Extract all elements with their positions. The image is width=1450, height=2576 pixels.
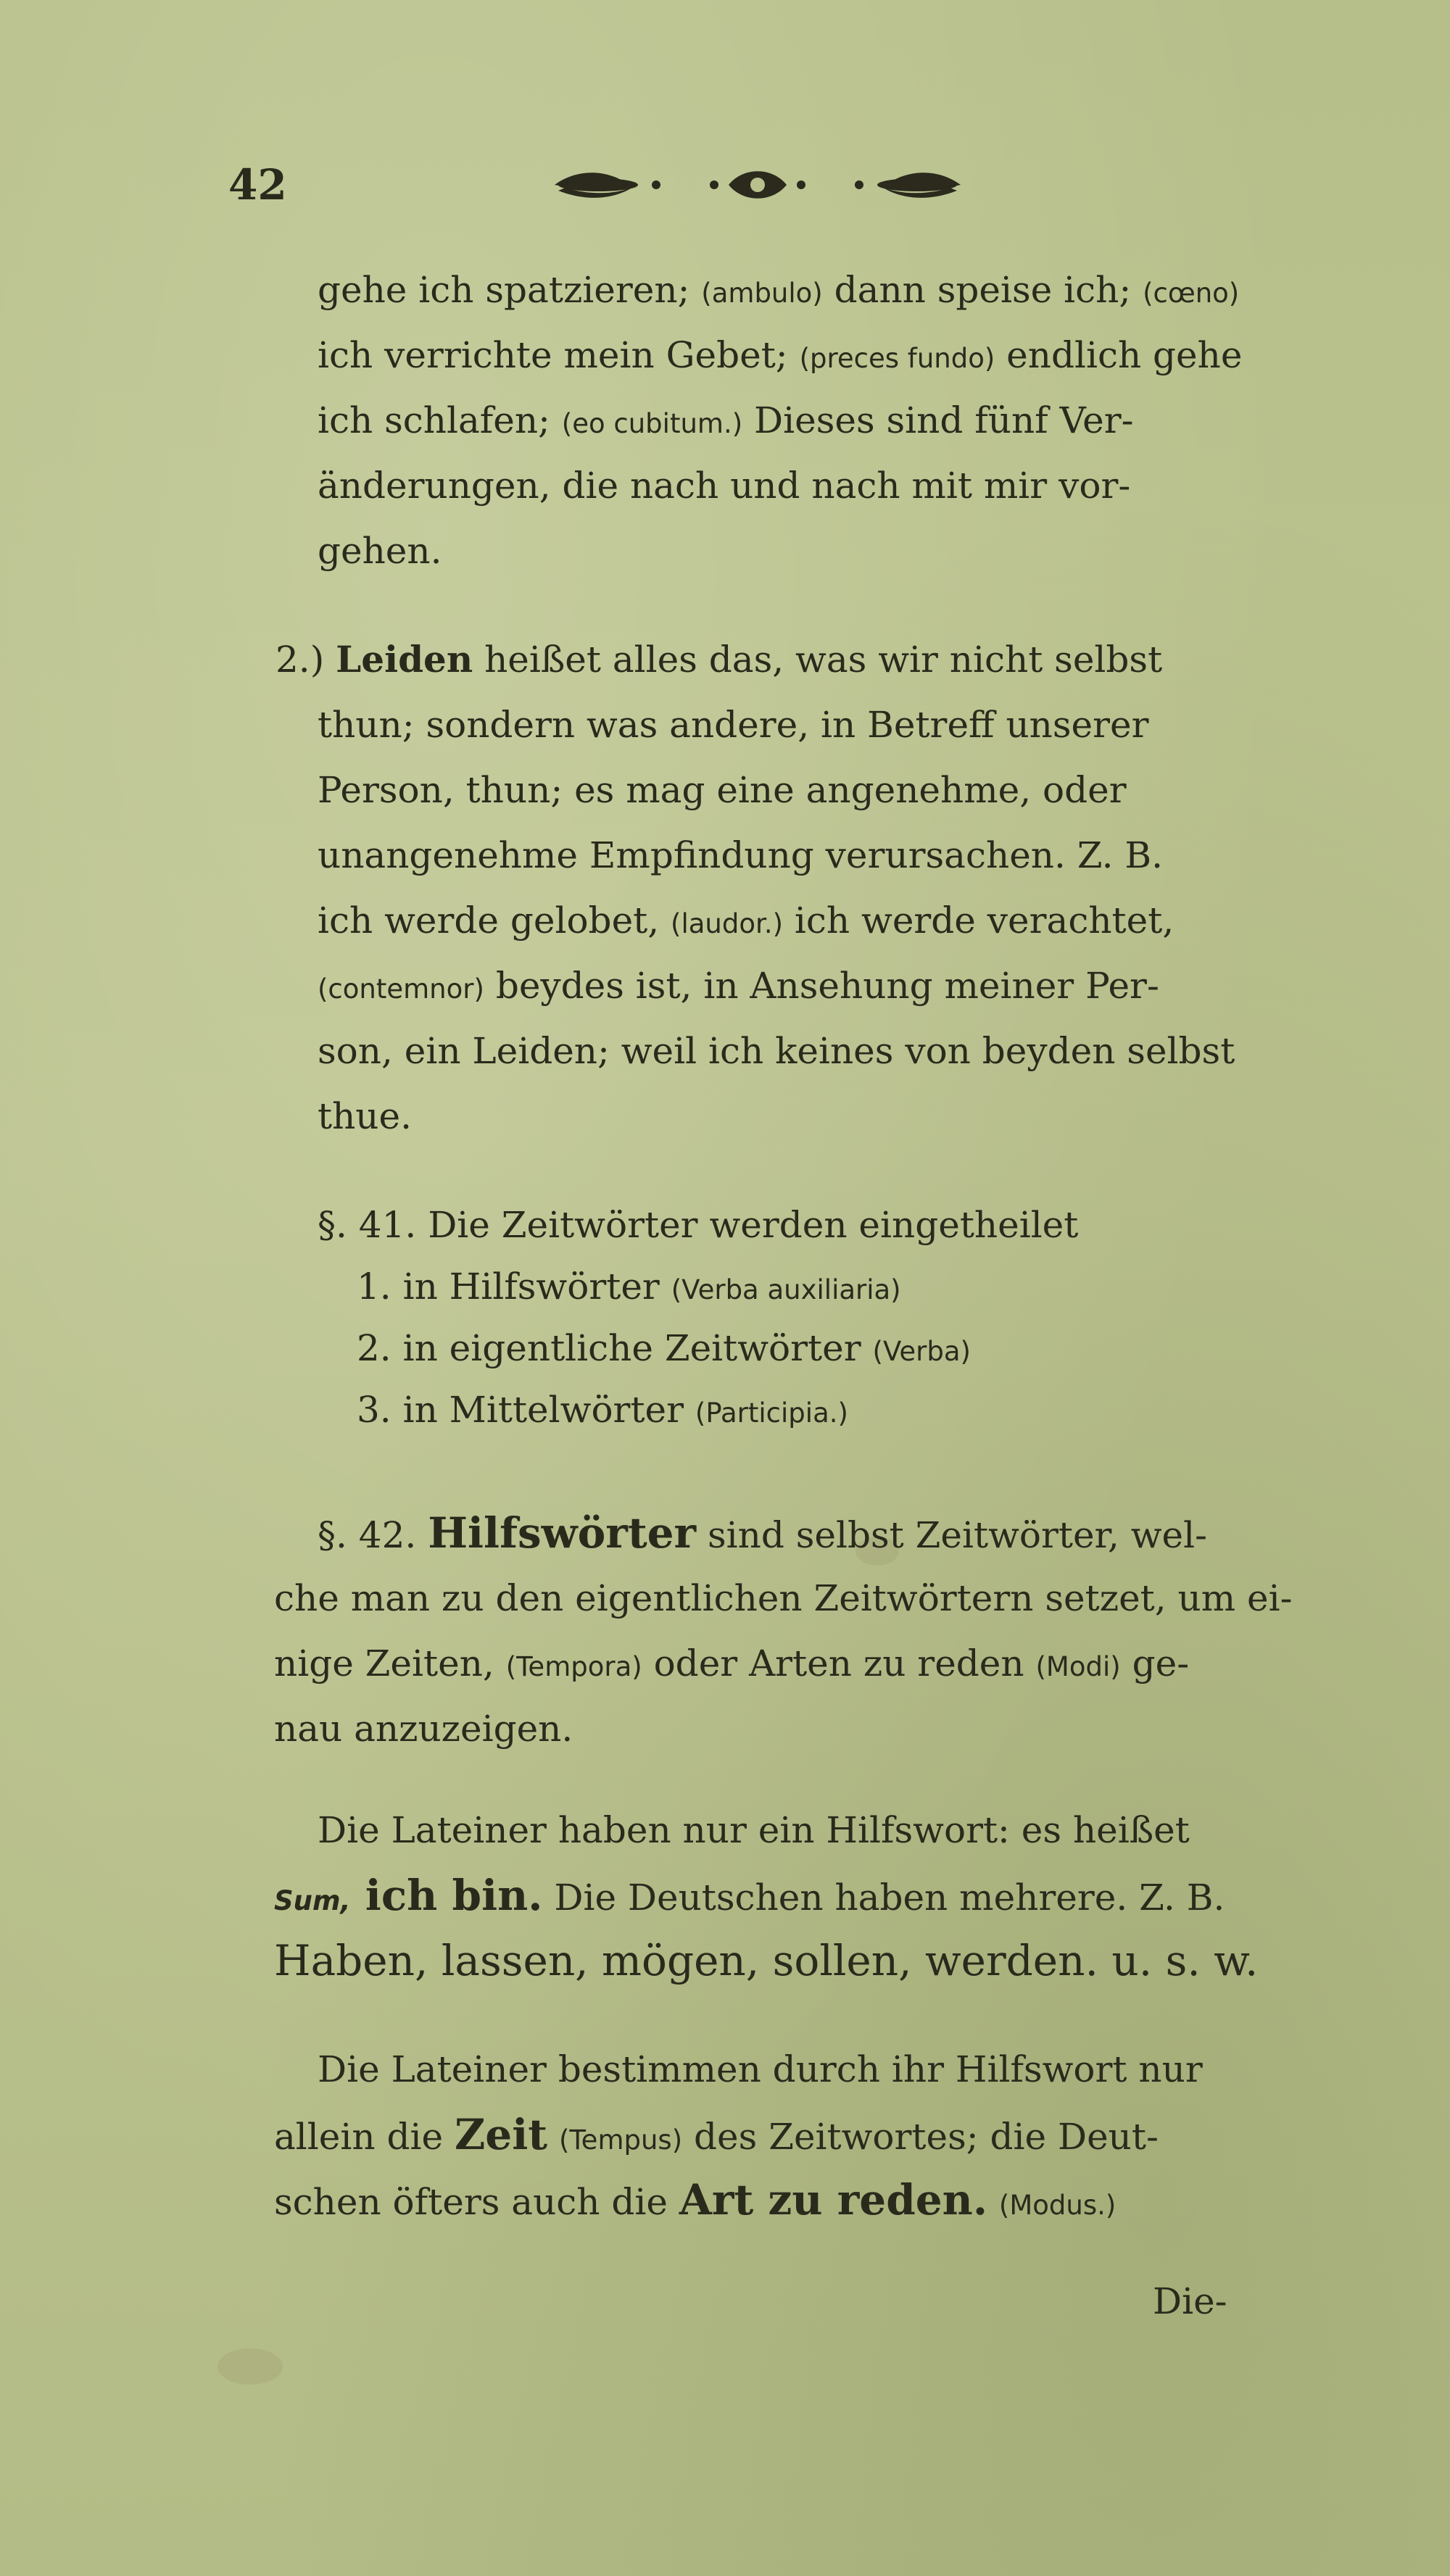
text-line: Haben, lassen, mögen, sollen, werden. u. s. w. bbox=[274, 1936, 1259, 1985]
text-fragment: ich schlafen; bbox=[318, 399, 562, 441]
text-line: änderungen, die nach und nach mit mir vor- bbox=[318, 465, 1131, 507]
text-fragment: ge- bbox=[1120, 1642, 1190, 1684]
text-line: Die Lateiner bestimmen durch ihr Hilfswort nur bbox=[318, 2048, 1203, 2090]
latin-term: (Modus.) bbox=[998, 2190, 1116, 2221]
latin-term: (Tempora) bbox=[505, 1651, 642, 1682]
list-item-text: 1. in Hilfswörter bbox=[357, 1266, 671, 1308]
latin-term: (eo cubitum.) bbox=[561, 408, 743, 439]
text-line bbox=[274, 1631, 1189, 1700]
text-line bbox=[318, 323, 1242, 391]
latin-term: (Participia.) bbox=[695, 1397, 848, 1429]
latin-term: (Verba) bbox=[872, 1336, 971, 1367]
text-fragment bbox=[547, 2116, 559, 2158]
text-line: nau anzuzeigen. bbox=[274, 1708, 573, 1750]
text-line: thun; sondern was andere, in Betreff unserer bbox=[318, 704, 1149, 746]
text-line: son, ein Leiden; weil ich keines von beyden selbst bbox=[318, 1030, 1235, 1072]
text-fragment: heißet alles das, was wir nicht selbst bbox=[473, 639, 1163, 681]
latin-term: (Tempus) bbox=[558, 2124, 683, 2156]
latin-term: (cœno) bbox=[1143, 278, 1240, 309]
page-number: 42 bbox=[228, 160, 287, 209]
text-line bbox=[274, 2102, 1159, 2173]
item-number: 2.) bbox=[276, 639, 336, 681]
text-fragment: ich verrichte mein Gebet; bbox=[318, 334, 800, 376]
text-fragment: ich werde verachtet, bbox=[783, 899, 1174, 942]
text-line bbox=[274, 1863, 1225, 1934]
text-fragment: des Zeitwortes; die Deut- bbox=[682, 2116, 1159, 2158]
text-fragment: dann speise ich; bbox=[822, 269, 1143, 311]
text-line bbox=[274, 2167, 1116, 2238]
section-number: §. 42. bbox=[318, 1514, 428, 1556]
text-line: Die Lateiner haben nur ein Hilfswort: es heißet bbox=[318, 1809, 1190, 1851]
catchword: Die- bbox=[1153, 2280, 1227, 2322]
text-fragment: allein die bbox=[274, 2116, 455, 2158]
list-item-text: 3. in Mittelwörter bbox=[357, 1389, 695, 1431]
emphasized-term: ich bin. bbox=[350, 1871, 543, 1920]
latin-term: (preces fundo) bbox=[799, 343, 995, 374]
latin-term: Sum, bbox=[274, 1885, 351, 1916]
text-fragment: sind selbst Zeitwörter, wel- bbox=[696, 1514, 1208, 1556]
text-fragment: beydes ist, in Ansehung meiner Per- bbox=[484, 965, 1159, 1007]
list-item-text: 2. in eigentliche Zeitwörter bbox=[357, 1327, 873, 1369]
text-fragment: ich werde gelobet, bbox=[318, 899, 671, 942]
text-fragment: schen öfters auch die bbox=[274, 2181, 679, 2223]
emphasized-term: Art zu reden. bbox=[679, 2175, 988, 2224]
text-line bbox=[318, 1500, 1207, 1568]
paper-stain bbox=[218, 2348, 283, 2385]
list-item bbox=[357, 1316, 971, 1384]
text-line bbox=[276, 627, 1162, 692]
text-fragment bbox=[987, 2181, 999, 2223]
emphasized-term: Hilfswörter bbox=[428, 1508, 697, 1558]
text-line bbox=[318, 388, 1134, 457]
text-line: Person, thun; es mag eine angenehme, oder bbox=[318, 769, 1127, 811]
text-fragment: nige Zeiten, bbox=[274, 1642, 506, 1684]
text-line bbox=[318, 257, 1239, 326]
emphasized-term: Zeit bbox=[454, 2110, 548, 2159]
page-header bbox=[228, 156, 1243, 214]
latin-term: (contemnor) bbox=[318, 973, 484, 1005]
list-item bbox=[357, 1377, 848, 1446]
latin-term: (Modi) bbox=[1035, 1651, 1121, 1682]
text-line: thue. bbox=[318, 1095, 412, 1137]
text-line: unangenehme Empfindung verursachen. Z. B. bbox=[318, 834, 1164, 876]
emphasized-term: Leiden bbox=[336, 638, 473, 681]
latin-term: (laudor.) bbox=[671, 908, 784, 939]
text-fragment: Die Deutschen haben mehrere. Z. B. bbox=[542, 1877, 1225, 1919]
text-line bbox=[318, 888, 1174, 957]
fleuron-ornament-icon bbox=[547, 163, 968, 207]
text-line: gehen. bbox=[318, 530, 442, 572]
list-item bbox=[357, 1254, 901, 1323]
section-41-heading: §. 41. Die Zeitwörter werden eingetheilet bbox=[318, 1204, 1079, 1246]
text-line bbox=[318, 953, 1159, 1022]
text-fragment: endlich gehe bbox=[995, 334, 1243, 376]
text-fragment: gehe ich spatzieren; bbox=[318, 269, 702, 311]
text-fragment: Dieses sind fünf Ver- bbox=[742, 399, 1134, 441]
latin-term: (ambulo) bbox=[701, 278, 823, 309]
text-fragment: oder Arten zu reden bbox=[642, 1642, 1036, 1684]
latin-term: (Verba auxiliaria) bbox=[671, 1274, 901, 1305]
text-line: che man zu den eigentlichen Zeitwörtern setzet, um ei- bbox=[274, 1577, 1293, 1619]
